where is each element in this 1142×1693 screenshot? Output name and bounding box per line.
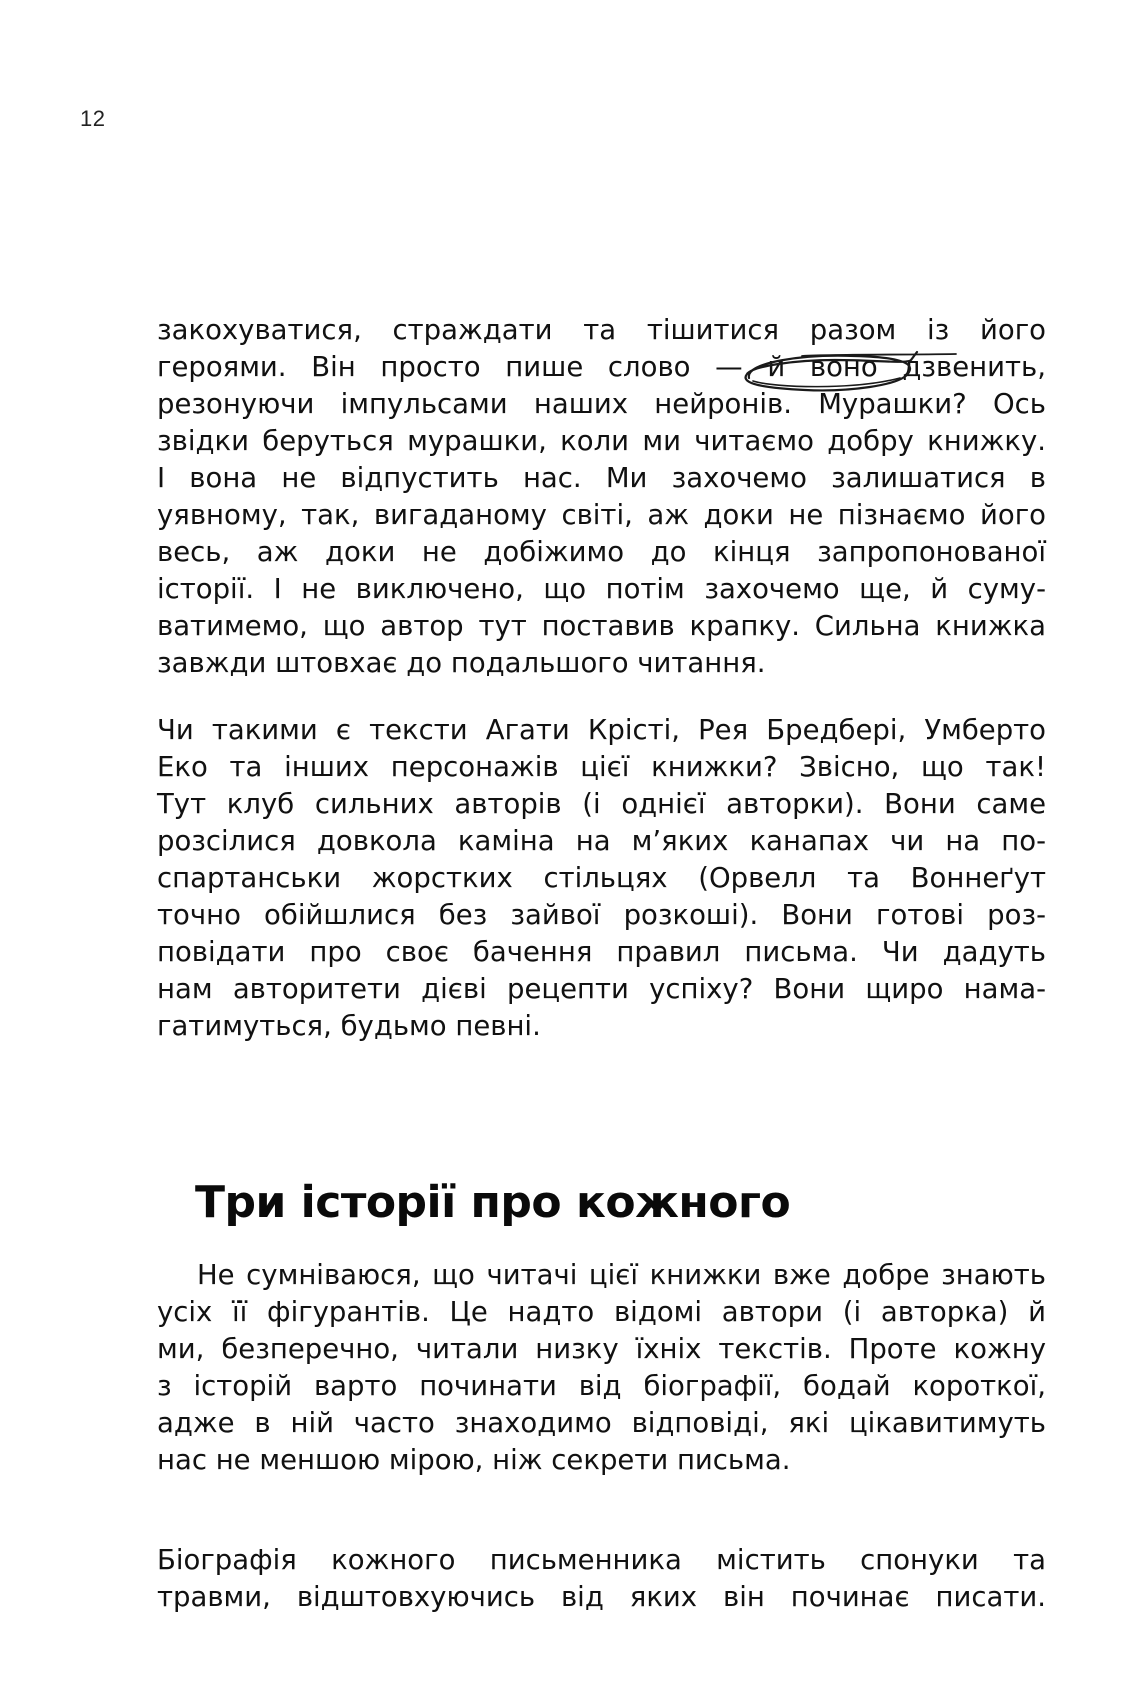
- text-line: Тут клуб сильних авторів (і однієї авторки). Вони саме: [157, 788, 1046, 820]
- text-line: героями. Він просто пише слово — й воно дзвенить,: [157, 351, 1046, 383]
- text-line: травми, відштовхуючись від яких він починає писати.: [157, 1581, 1046, 1613]
- text-line: гатимуться, будьмо певні.: [157, 1010, 541, 1042]
- text-line: з історій варто починати від біографії, бодай короткої,: [157, 1370, 1046, 1402]
- text-line: адже в ній часто знаходимо відповіді, які цікавитимуть: [157, 1407, 1046, 1439]
- text-line: ватимемо, що автор тут поставив крапку. Сильна книжка: [157, 610, 1046, 642]
- text-line: повідати про своє бачення правил письма. Чи дадуть: [157, 936, 1046, 968]
- section-heading: Три історії про кожного: [195, 1177, 791, 1228]
- paragraph-1: [157, 312, 1046, 682]
- text-line: спартанськи жорстких стільцях (Орвелл та Воннеґут: [157, 862, 1046, 894]
- text-line: історії. І не виключено, що потім захочемо ще, й суму-: [157, 573, 1046, 605]
- text-line: нам авторитети дієві рецепти успіху? Вони щиро нама-: [157, 973, 1046, 1005]
- text-line: нас не меншою мірою, ніж секрети письма.: [157, 1444, 791, 1476]
- text-line: Чи такими є тексти Агати Крісті, Рея Бредбері, Умберто: [157, 714, 1046, 746]
- text-line: ми, безперечно, читали низку їхніх текстів. Проте кожну: [157, 1333, 1046, 1365]
- text-line: Еко та інших персонажів цієї книжки? Звісно, що так!: [157, 751, 1046, 783]
- page-number: 12: [80, 106, 106, 131]
- text-line: завжди штовхає до подальшого читання.: [157, 647, 766, 679]
- paragraph-4: [157, 1542, 1046, 1616]
- text-line: усіх її фігурантів. Це надто відомі автори (і авторка) й: [157, 1296, 1046, 1328]
- text-line: Біографія кожного письменника містить спонуки та: [157, 1544, 1046, 1576]
- text-line: І вона не відпустить нас. Ми захочемо залишатися в: [157, 462, 1046, 494]
- paragraph-3: [157, 1257, 1046, 1479]
- text-line: Не сумніваюся, що читачі цієї книжки вже добре знають: [197, 1259, 1046, 1291]
- text-line: уявному, так, вигаданому світі, аж доки не пізнаємо його: [157, 499, 1046, 531]
- text-line: закохуватися, страждати та тішитися разом із його: [157, 314, 1046, 346]
- paragraph-2: [157, 712, 1046, 1045]
- text-line: звідки беруться мурашки, коли ми читаємо добру книжку.: [157, 425, 1046, 457]
- text-line: резонуючи імпульсами наших нейронів. Мурашки? Ось: [157, 388, 1046, 420]
- text-line: весь, аж доки не добіжимо до кінця запропонованої: [157, 536, 1046, 568]
- text-line: точно обійшлися без зайвої розкоші). Вони готові роз-: [157, 899, 1046, 931]
- text-line: розсілися довкола каміна на м’яких канапах чи на по-: [157, 825, 1046, 857]
